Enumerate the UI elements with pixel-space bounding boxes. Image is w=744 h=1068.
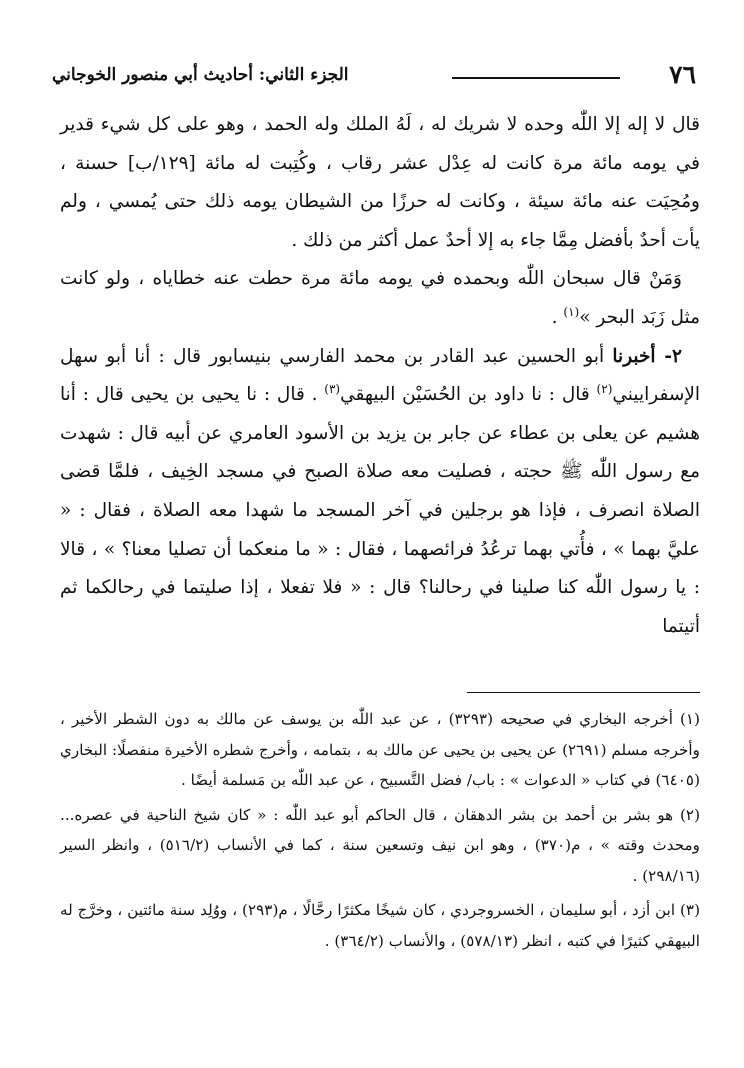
hadith-number: ٢- أخبرنا: [612, 345, 682, 367]
hadith-2: [60, 338, 700, 647]
footnote-1: (١) أخرجه البخاري في صحيحه (٣٢٩٣) ، عن عبد اللّٰه بن يوسف عن مالك به دون الشطر الأخير ، وأخرجه مسلم (٢٦٩١) عن يحيى بن يحيى عن مالك به ، بتمامه ، وأخرج شطره الأخيرة منفصلًا: البخاري (٦٤٠٥) في كتاب « الدعوات » : باب/ فضل التَّسبيح ، عن عبد اللّٰه بن مَسلمة أيضًا .: [60, 710, 700, 789]
paragraph-2-text: وَمَنْ قال سبحان اللّٰه وبحمده في يومه مائة مرة حطت عنه خطاياه ، ولو كانت مثل زَبَد البحر »: [60, 268, 700, 328]
footnote-2: (٢) هو بشر بن أحمد بن بشر الدهقان ، قال الحاكم أبو عبد اللّٰه : « كان شيخ الناحية في عصره... ومحدث وقته » ، م(٣٧٠) ، وهو ابن نيف وتسعين سنة ، كما في الأنساب (٥١٦/٢) ، وانظر السير (٢٩٨/١٦) .: [60, 805, 700, 885]
paragraph-2-end: .: [551, 306, 564, 328]
footnote-3: (٣) ابن أزد ، أبو سليمان ، الخسروجردي ، كان شيخًا مكثرًا رحَّالًا ، م(٢٩٣) ، ووُلِد سنة مائتين ، وخرَّج له البيهقي كثيرًا في كتبه ، انظر (٥٧٨/١٣) ، والأنساب (٣٦٤/٢) .: [60, 901, 700, 950]
footnote-ref-2: (٢): [596, 382, 613, 396]
hadith-2-text-b: قال : نا داود بن الحُسَيْن البيهقي: [340, 384, 597, 406]
paragraph-1: قال لا إله إلا اللّٰه وحده لا شريك له ، لَهُ الملك وله الحمد ، وهو على كل شيء قدير في يومه مائة مرة كانت له عِدْل عشر رقاب ، وكُتِبت له مائة [١٢٩/ب] حسنة ، ومُحِيَت عنه مائة سيئة ، وكانت له حرزًا من الشيطان يومه ذلك حتى يُمسي ، ولم يأت أحدٌ بأفضل مِمَّا جاء به إلا أحدٌ عمل أكثر من ذلك .: [60, 114, 700, 251]
hadith-2-text-a: أبو الحسين عبد القادر بن محمد الفارسي بنيسابور قال : أنا أبو سهل الإسفراييني: [60, 345, 701, 406]
footnote-ref-3: (٣): [324, 382, 341, 396]
footnotes: [60, 704, 700, 960]
footnote-separator: [467, 692, 700, 693]
page-number: ٧٦: [669, 60, 696, 89]
page-header: [52, 56, 700, 94]
footnote-ref-1: (١): [563, 304, 580, 319]
running-title: الجزء الثاني: أحاديث أبي منصور الخوجاني: [52, 65, 349, 85]
header-rule: [452, 77, 620, 79]
paragraph-2: [60, 260, 700, 337]
main-text: [60, 106, 700, 646]
hadith-2-text-c: . قال : نا يحيى بن يحيى قال : أنا هشيم عن يعلى بن عطاء عن جابر بن يزيد بن الأسود العامري عن أبيه قال : شهدت مع رسول اللّٰه ﷺ حجته ، فصليت معه صلاة الصبح في مسجد الخِيف ، فلمَّا قضى الصلاة انصرف ، فإذا هو برجلين في آخر المسجد ما شهدا معه الصلاة ، فقال : « عليَّ بهما » ، فأُتي بهما ترعُدُ فرائصهما ، فقال : « ما منعكما أن تصليا معنا؟ » ، قالا : يا رسول اللّٰه كنا صلينا في رحالنا؟ قال : « فلا تفعلا ، إذا صليتما في رحالكما ثم أتيتما: [60, 384, 700, 637]
